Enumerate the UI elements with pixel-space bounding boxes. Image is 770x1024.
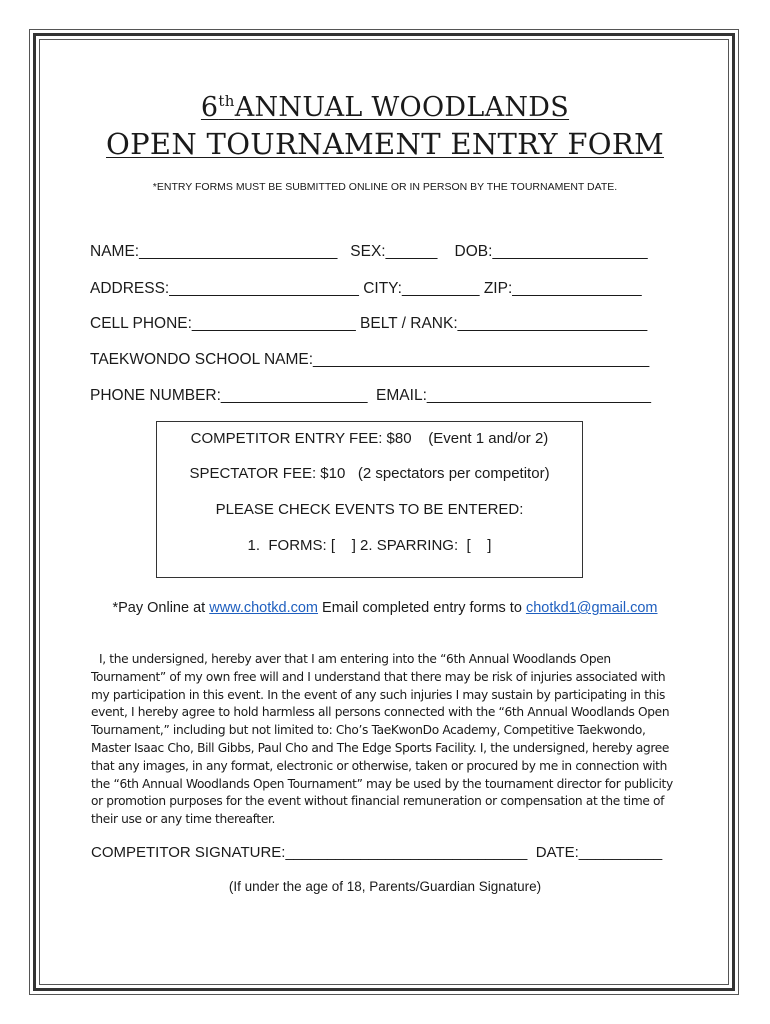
- title-number: 6: [200, 92, 219, 123]
- pay-prefix: *Pay Online at: [112, 600, 210, 616]
- check-events-heading: PLEASE CHECK EVENTS TO BE ENTERED:: [215, 501, 524, 518]
- title-line-1: [0, 92, 770, 123]
- submission-notice: *ENTRY FORMS MUST BE SUBMITTED ONLINE OR IN PERSON BY THE TOURNAMENT DATE.: [152, 181, 618, 193]
- title-line-2: OPEN TOURNAMENT ENTRY FORM: [106, 127, 664, 161]
- website-link[interactable]: www.chotkd.com: [209, 600, 319, 616]
- phone-belt-line[interactable]: CELL PHONE:___________________ BELT / RANK:______________________: [90, 315, 648, 332]
- signature-date-line[interactable]: COMPETITOR SIGNATURE:_____________________________ DATE:__________: [91, 844, 663, 861]
- spectator-fee: SPECTATOR FEE: $10 (2 spectators per competitor): [189, 465, 550, 482]
- email-link[interactable]: chotkd1@gmail.com: [525, 600, 658, 616]
- title-rest: ANNUAL WOODLANDS: [234, 92, 570, 123]
- waiver-text: I, the undersigned, hereby aver that I am entering into the “6th Annual Woodlands Open Tournament” of my own free will and I understand that there may be risk of injuries associated with my participation in this event. In the event of any such injuries I may sustain by participating in this event, I hereby agree to hold harmless all persons connected with the “6th Annual Woodlands Open Tournament,” including but not limited to: Cho’s TaeKwonDo Academy, Competitive Taekwondo, Master Isaac Cho, Bill Gibbs, Paul Cho and The Edge Sports Facility. I, the undersigned, hereby agree that any images, in any format, electronic or otherwise, taken or procured by me in connection with the “6th Annual Woodlands Open Tournament” may be used by the tournament director for publicity or promotion purposes for the event without financial remuneration or compensation at the time of their use or any time thereafter.: [91, 652, 673, 827]
- pay-middle: Email completed entry forms to: [318, 600, 526, 616]
- fee-box: [156, 421, 583, 578]
- school-name-line[interactable]: TAEKWONDO SCHOOL NAME:_______________________________________: [90, 351, 650, 368]
- name-sex-dob-line[interactable]: NAME:_______________________ SEX:______ DOB:__________________: [90, 243, 648, 260]
- waiver-paragraph: [91, 651, 681, 829]
- phone-email-line[interactable]: PHONE NUMBER:_________________ EMAIL:__________________________: [90, 387, 652, 404]
- event-checkboxes[interactable]: 1. FORMS: [ ] 2. SPARRING: [ ]: [247, 537, 492, 554]
- competitor-fee: COMPETITOR ENTRY FEE: $80 (Event 1 and/or 2): [190, 430, 549, 447]
- title-suffix: th: [218, 92, 235, 110]
- address-city-zip-line[interactable]: ADDRESS:______________________ CITY:_________ ZIP:_______________: [90, 280, 642, 297]
- guardian-note: (If under the age of 18, Parents/Guardian Signature): [228, 879, 542, 894]
- payment-line: [0, 600, 770, 616]
